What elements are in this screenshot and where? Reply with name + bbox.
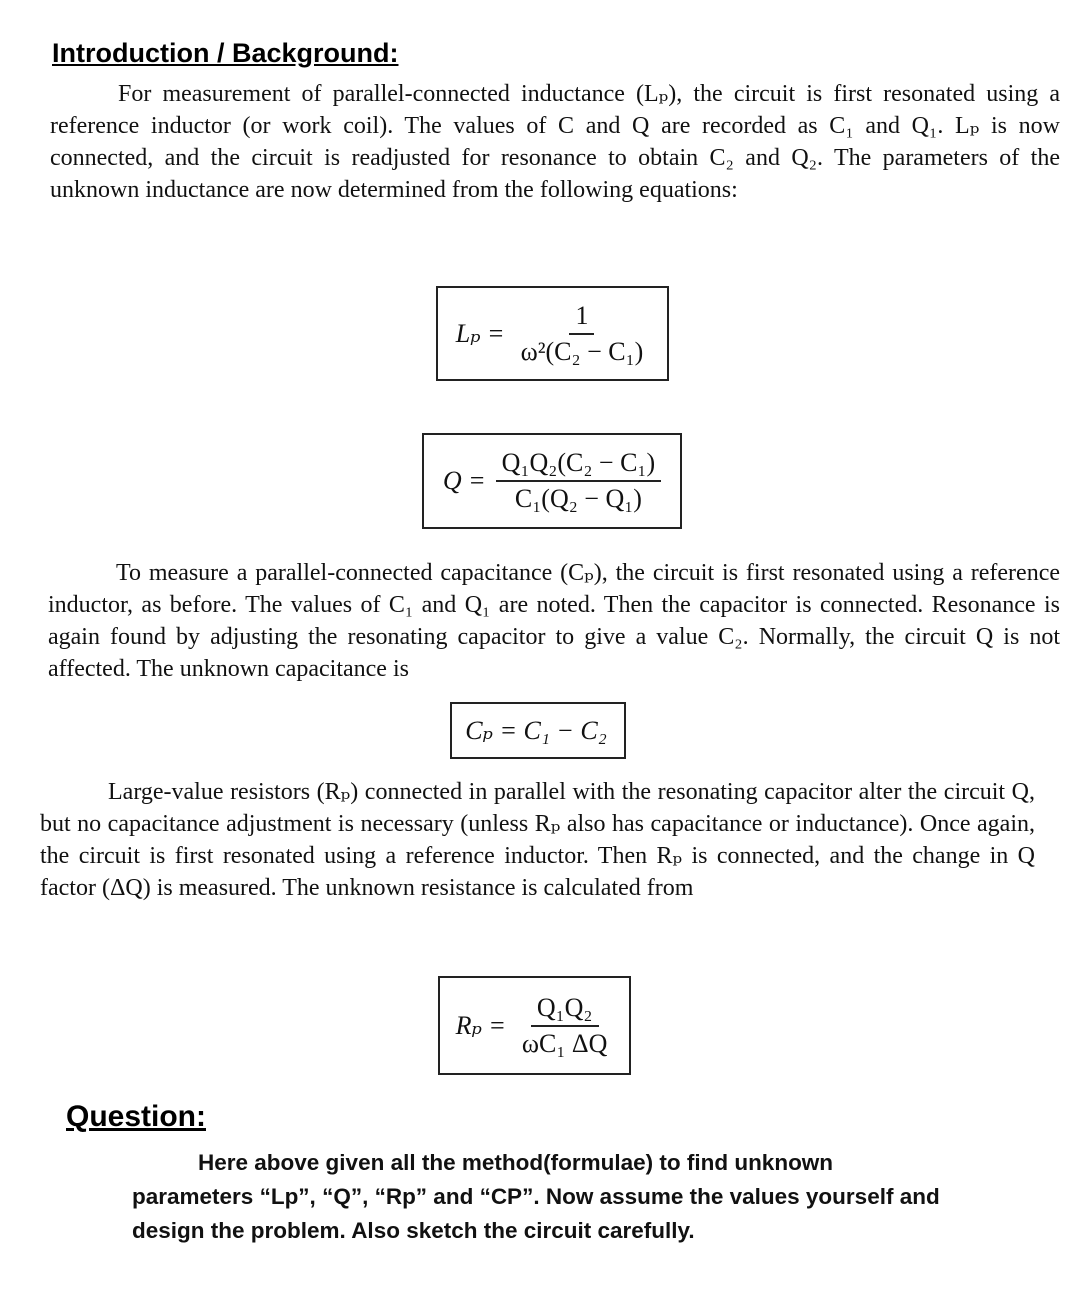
paragraph-inductance — [50, 78, 1060, 206]
paragraph-resistance — [40, 776, 1035, 904]
paragraph-capacitance-text: To measure a parallel-connected capacitance (Cₚ), the circuit is first resonated using a reference inductor, as before. The values of C₁ and Q₁ are noted. Then the capacitor is connected. Resonance is again found by adjusting the resonating capacitor to give a value C₂. Normally, the circuit Q is not affected. The unknown capacitance is — [48, 560, 1060, 682]
equation-lp-lhs: Lₚ = — [455, 318, 505, 348]
equation-lp-numerator: 1 — [569, 301, 594, 335]
equation-lp-denominator: ω²(C₂ − C₁) — [520, 336, 644, 366]
equation-lp — [436, 286, 669, 381]
equation-rp-denominator: ωC₁ ΔQ — [521, 1028, 608, 1058]
intro-heading: Introduction / Background: — [52, 38, 399, 68]
equation-rp-fraction — [516, 993, 614, 1059]
equation-q-lhs: Q = — [442, 466, 486, 495]
question-block — [132, 1146, 952, 1248]
paragraph-capacitance — [48, 557, 1060, 685]
equation-q-denominator: C₁(Q₂ − Q₁) — [514, 484, 642, 513]
paragraph-inductance-text: For measurement of parallel-connected inductance (Lₚ), the circuit is first resonated using a reference inductor (or work coil). The values of C and Q are recorded as C₁ and Q₁. Lₚ is now connected, and the circuit is readjusted for resonance to obtain C₂ and Q₂. The parameters of the unknown inductance are now determined from the following equations: — [50, 81, 1060, 203]
equation-rp — [438, 976, 631, 1075]
paragraph-resistance-text: Large-value resistors (Rₚ) connected in parallel with the resonating capacitor alter the circuit Q, but no capacitance adjustment is necessary (unless Rₚ also has capacitance or inductance). Once again, the circuit is first resonated using a reference inductor. Then Rₚ is connected, and the change in Q factor (ΔQ) is measured. The unknown resistance is calculated from — [40, 779, 1035, 901]
equation-q-numerator: Q₁Q₂(C₂ − C₁) — [496, 448, 661, 482]
equation-q — [422, 433, 682, 529]
question-text: Here above given all the method(formulae) to find unknown parameters “Lp”, “Q”, “Rp” and “CP”. Now assume the values yourself and design the problem. Also sketch the circuit carefully. — [132, 1150, 940, 1243]
equation-lp-fraction — [515, 301, 650, 367]
equation-cp-text: Cₚ = C₁ − C₂ — [465, 715, 607, 745]
equation-rp-lhs: Rₚ = — [455, 1010, 506, 1040]
question-heading: Question: — [66, 1100, 206, 1133]
equation-cp — [450, 702, 626, 759]
equation-rp-numerator: Q₁Q₂ — [531, 993, 599, 1027]
equation-q-fraction — [496, 448, 661, 514]
